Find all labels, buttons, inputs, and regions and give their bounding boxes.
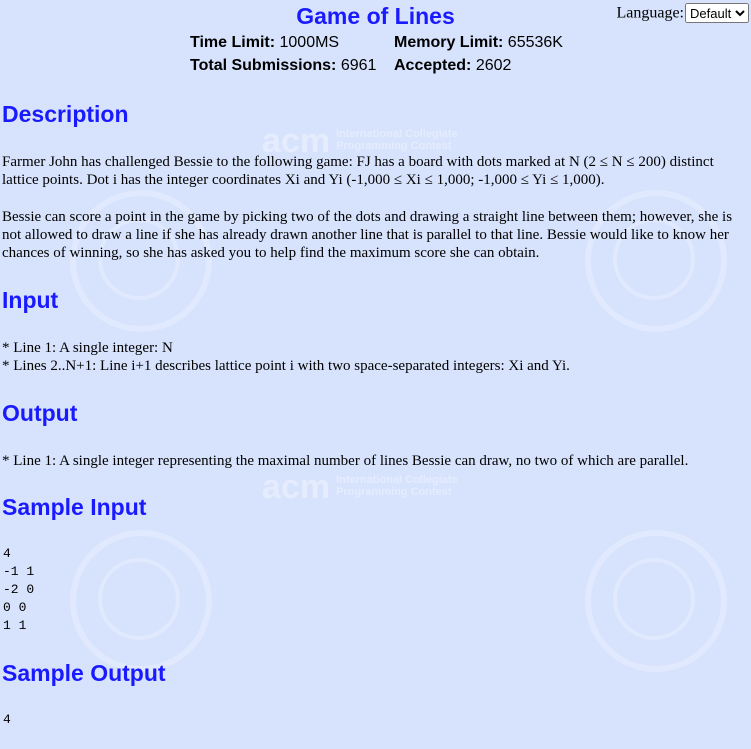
description-paragraph-2: Bessie can score a point in the game by picking two of the dots and drawing a straight line between them; however, she is not allowed to draw a line if she has already drawn another line that is parallel to that line. Bessie would like to know her chances of winning, so she has asked you to help find the maximum score she can obtain. xyxy=(2,209,733,261)
university-seal-watermark xyxy=(70,530,212,672)
acm-watermark: acm International Collegiate Programming Contest xyxy=(262,468,458,506)
description-heading: Description xyxy=(2,101,129,127)
accepted-count: Accepted: 2602 xyxy=(394,57,512,74)
time-limit: Time Limit: 1000MS xyxy=(190,34,340,51)
total-submissions: Total Submissions: 6961 xyxy=(190,57,377,74)
memory-limit: Memory Limit: 65536K xyxy=(394,34,563,51)
input-line-2: * Lines 2..N+1: Line i+1 describes lattice point i with two space-separated integers: Xi and Yi. xyxy=(2,358,570,374)
problem-title: Game of Lines xyxy=(296,3,455,29)
language-label: Language: xyxy=(616,4,684,22)
sample-input-heading: Sample Input xyxy=(2,494,147,520)
sample-input-block: 4 -1 1 -2 0 0 0 1 1 xyxy=(3,546,35,633)
sample-output-block: 4 xyxy=(3,712,11,727)
description-paragraph-1: Farmer John has challenged Bessie to the following game: FJ has a board with dots marked at N (2 ≤ N ≤ 200) distinct lattice points. Dot i has the integer coordinates Xi and Yi (-1,000 ≤ Xi ≤ 1,000; -1,000 ≤ Yi ≤ 1,000). xyxy=(2,154,714,188)
acm-watermark: acm International Collegiate Programming Contest xyxy=(262,122,458,160)
input-heading: Input xyxy=(2,287,59,313)
output-heading: Output xyxy=(2,400,78,426)
sample-output-heading: Sample Output xyxy=(2,660,166,686)
university-seal-watermark xyxy=(585,530,727,672)
output-line-1: * Line 1: A single integer representing the maximal number of lines Bessie can draw, no two of which are parallel. xyxy=(2,453,689,469)
input-line-1: * Line 1: A single integer: N xyxy=(2,340,173,356)
